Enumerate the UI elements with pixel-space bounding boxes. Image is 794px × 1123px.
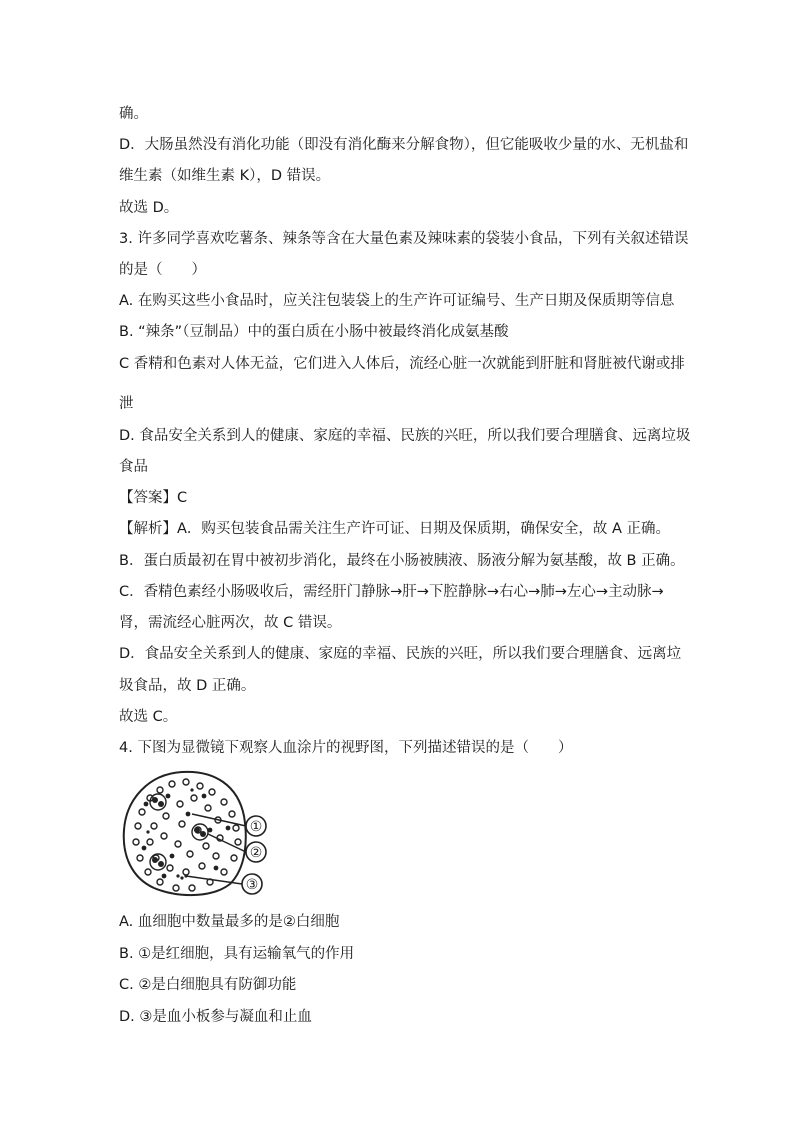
text-line: D．大肠虽然没有消化功能（即没有消化酶来分解食物），但它能吸收少量的水、无机盐和	[119, 137, 689, 153]
label-1: ①	[249, 819, 263, 835]
blood-smear-figure	[120, 768, 280, 900]
analysis-c-cont: 肾，需流经心脏两次，故 C 错误。	[119, 615, 342, 631]
text-line: 故选 D。	[119, 200, 179, 216]
question-4-stem: 4. 下图为显微镜下观察人血涂片的视野图，下列描述错误的是（ ）	[119, 740, 573, 756]
analysis-c: C．香精色素经小肠吸收后，需经肝门静脉→肝→下腔静脉→右心→肺→左心→主动脉→	[119, 584, 664, 600]
question-3-stem: 3. 许多同学喜欢吃薯条、辣条等含在大量色素及辣味素的袋装小食品，下列有关叙述错误	[119, 231, 689, 247]
option-d: D. 食品安全关系到人的健康、家庭的幸福、民族的兴旺，所以我们要合理膳食、远离垃圾	[119, 428, 691, 444]
q4-option-a: A. 血细胞中数量最多的是②白细胞	[119, 914, 340, 930]
analysis-a: 【解析】A．购买包装食品需关注生产许可证、日期及保质期，确保安全，故 A 正确。	[119, 521, 671, 537]
conclusion: 故选 C。	[119, 709, 178, 725]
red-blood-cells	[133, 779, 241, 891]
answer: 【答案】C	[119, 490, 188, 506]
q4-option-b: B. ①是红细胞，具有运输氧气的作用	[119, 946, 355, 962]
q4-option-d: D. ③是血小板参与凝血和止血	[119, 1009, 312, 1025]
text-line: 维生素（如维生素 K），D 错误。	[119, 168, 331, 184]
label-3: ③	[245, 877, 259, 893]
option-c: C 香精和色素对人体无益，它们进入人体后，流经心脏一次就能到肝脏和肾脏被代谢或排	[119, 356, 685, 372]
option-b: B. “辣条”（豆制品）中的蛋白质在小肠中被最终消化成氨基酸	[119, 324, 509, 340]
blood-smear-diagram	[120, 768, 280, 900]
option-d-cont: 食品	[119, 459, 148, 475]
option-a: A. 在购买这些小食品时，应关注包装袋上的生产许可证编号、生产日期及保质期等信息	[119, 293, 675, 309]
q4-option-c: C. ②是白细胞具有防御功能	[119, 977, 297, 993]
analysis-d-cont: 圾食品，故 D 正确。	[119, 678, 256, 694]
option-c-cont: 泄	[119, 396, 134, 412]
analysis-d: D．食品安全关系到人的健康、家庭的幸福、民族的兴旺，所以我们要合理膳食、远离垃	[119, 646, 682, 662]
text-line: 确。	[119, 106, 148, 122]
question-3-stem-cont: 的是（ ）	[119, 262, 206, 278]
label-2: ②	[249, 845, 263, 861]
analysis-b: B．蛋白质最初在胃中被初步消化，最终在小肠被胰液、肠液分解为氨基酸，故 B 正确。	[119, 553, 685, 569]
